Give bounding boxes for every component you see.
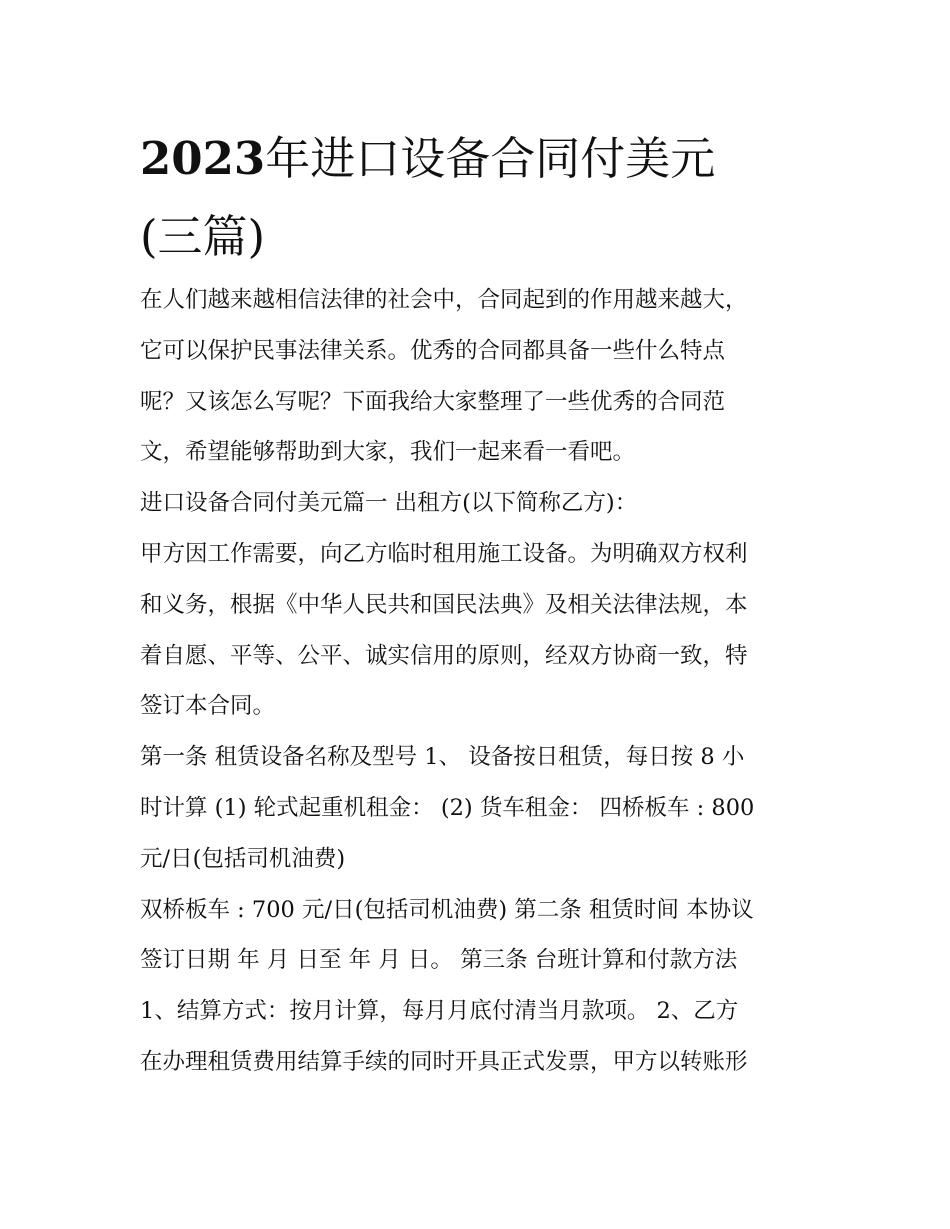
title-year: 2023 (140, 132, 266, 185)
body-line: 呢？又该怎么写呢？下面我给大家整理了一些优秀的合同范 (140, 388, 726, 415)
body-line: 时计算 (1) 轮式起重机租金： (2) 货车租金： 四桥板车 : 800 (140, 794, 755, 821)
body-line: 签订本合同。 (140, 693, 276, 720)
body-line: 它可以保护民事法律关系。优秀的合同都具备一些什么特点 (140, 337, 726, 364)
body-line: 文，希望能够帮助到大家，我们一起来看一看吧。 (140, 439, 636, 466)
body-line: 在人们越来越相信法律的社会中，合同起到的作用越来越大， (140, 287, 748, 313)
document-title (140, 120, 820, 276)
body-line: 1、结算方式：按月计算，每月月底付清当月款项。 2、乙方 (140, 998, 739, 1025)
body-line: 第一条 租赁设备名称及型号 1、 设备按日租赁，每日按 8 小 (140, 744, 745, 771)
document-body (140, 275, 825, 1088)
body-line: 着自愿、平等、公平、诚实信用的原则，经双方协商一致，特 (140, 642, 748, 669)
body-line: 双桥板车 : 700 元/日(包括司机油费) 第二条 租赁时间 本协议 (140, 896, 754, 923)
body-line: 元/日(包括司机油费) (140, 845, 346, 872)
body-line: 在办理租赁费用结算手续的同时开具正式发票，甲方以转账形 (140, 1048, 748, 1075)
body-line: 和义务，根据《中华人民共和国民法典》及相关法律法规，本 (140, 591, 748, 618)
body-line: 签订日期 年 月 日至 年 月 日。 第三条 台班计算和付款方法 (140, 947, 738, 974)
body-line: 甲方因工作需要，向乙方临时租用施工设备。为明确双方权利 (140, 540, 748, 567)
section-heading-line: 进口设备合同付美元篇一 出租方(以下简称乙方)： (140, 490, 638, 517)
title-line1-text: 年进口设备合同付美元 (265, 132, 716, 185)
title-line2-text: (三篇) (140, 210, 266, 263)
